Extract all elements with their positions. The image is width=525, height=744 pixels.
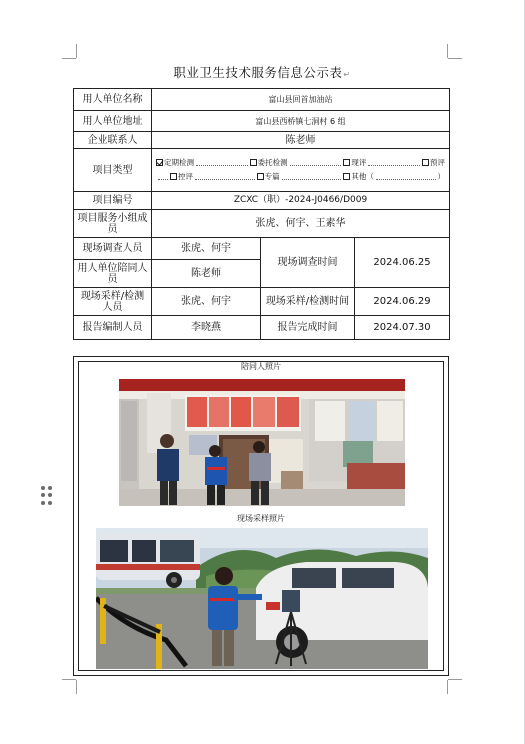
sampling-staff-value[interactable]: 张虎、何宇 — [152, 288, 261, 316]
option-special[interactable]: 专篇 — [257, 170, 280, 184]
table-row — [74, 192, 450, 210]
sampling-photo-caption: 现场采样照片 — [237, 514, 285, 523]
option-pre-eval[interactable]: 预评 — [422, 156, 445, 170]
contact-value[interactable]: 陈老师 — [152, 132, 450, 149]
employer-address-label: 用人单位地址 — [74, 111, 152, 132]
accompany-value[interactable]: 陈老师 — [152, 260, 261, 288]
table-row — [74, 89, 450, 111]
checkbox-checked-icon[interactable] — [156, 159, 163, 166]
employer-name-value[interactable]: 富山县回首加油站 — [152, 89, 450, 111]
project-type-label: 项目类型 — [74, 149, 152, 192]
project-type-line — [152, 170, 449, 184]
crop-mark — [447, 44, 448, 58]
drag-handle-icon[interactable] — [41, 486, 53, 506]
option-other-close: ） — [437, 172, 446, 181]
table-row — [74, 111, 450, 132]
project-type-line — [152, 156, 449, 170]
team-label: 项目服务小组成员 — [74, 210, 152, 238]
table-row — [74, 132, 450, 149]
crop-mark — [76, 44, 77, 58]
table-row — [74, 149, 450, 192]
option-control-eval[interactable]: 控评 — [170, 170, 193, 184]
project-number-value[interactable]: ZCXC（职）-2024-J0466/D009 — [152, 192, 450, 210]
accompany-photo-caption: 陪同人照片 — [241, 362, 281, 371]
sampling-time-label: 现场采样/检测时间 — [261, 288, 355, 316]
checkbox-icon[interactable] — [250, 159, 257, 166]
crop-mark — [448, 58, 462, 59]
table-row — [74, 316, 450, 340]
crop-mark — [76, 680, 77, 694]
crop-mark — [447, 680, 448, 694]
checkbox-icon[interactable] — [170, 173, 177, 180]
sampling-time-value[interactable]: 2024.06.29 — [355, 288, 450, 316]
option-commissioned[interactable]: 委托检测 — [250, 156, 288, 170]
checkbox-icon[interactable] — [422, 159, 429, 166]
team-value[interactable]: 张虎、何宇、王素华 — [152, 210, 450, 238]
option-periodic[interactable]: 定期检测 — [156, 156, 194, 170]
report-time-label: 报告完成时间 — [261, 316, 355, 340]
table-row — [74, 210, 450, 238]
crop-mark — [62, 58, 76, 59]
survey-time-value[interactable]: 2024.06.25 — [355, 238, 450, 288]
report-author-value[interactable]: 李晓燕 — [152, 316, 261, 340]
option-other[interactable]: 其他（ — [343, 170, 374, 184]
paragraph-mark-icon: ↵ — [343, 70, 351, 79]
project-number-label: 项目编号 — [74, 192, 152, 210]
document-title — [76, 62, 448, 84]
employer-address-value[interactable]: 富山县西桥镇七洞村 6 组 — [152, 111, 450, 132]
info-table — [73, 88, 450, 340]
project-type-options — [152, 149, 450, 192]
report-author-label: 报告编制人员 — [74, 316, 152, 340]
employer-name-label: 用人单位名称 — [74, 89, 152, 111]
crop-mark — [448, 679, 462, 680]
checkbox-icon[interactable] — [343, 159, 350, 166]
checkbox-icon[interactable] — [343, 173, 350, 180]
sampling-photo[interactable] — [96, 528, 428, 669]
report-time-value[interactable]: 2024.07.30 — [355, 316, 450, 340]
accompany-photo[interactable] — [119, 379, 405, 506]
contact-label: 企业联系人 — [74, 132, 152, 149]
accompany-label: 用人单位陪同人员 — [74, 260, 152, 288]
checkbox-icon[interactable] — [257, 173, 264, 180]
title-text: 职业卫生技术服务信息公示表 — [173, 65, 343, 80]
table-row — [74, 238, 450, 260]
sampling-staff-label: 现场采样/检测人员 — [74, 288, 152, 316]
survey-staff-label: 现场调查人员 — [74, 238, 152, 260]
survey-time-label: 现场调查时间 — [261, 238, 355, 288]
survey-staff-value[interactable]: 张虎、何宇 — [152, 238, 261, 260]
option-current-eval[interactable]: 现评 — [343, 156, 366, 170]
table-row — [74, 288, 450, 316]
crop-mark — [62, 679, 76, 680]
